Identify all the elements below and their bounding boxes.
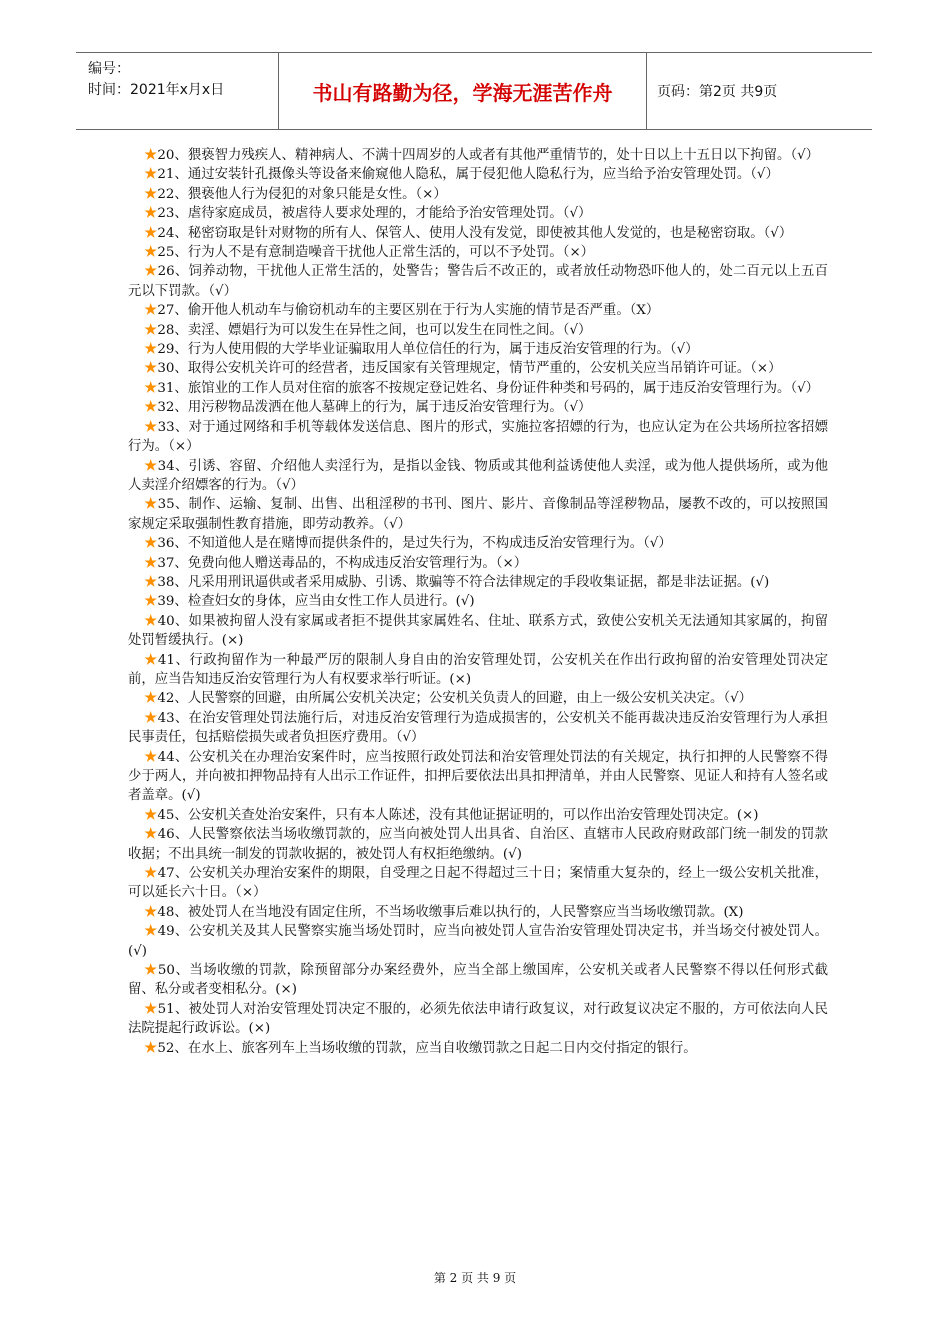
star-icon: ★ xyxy=(144,555,158,571)
question-item xyxy=(128,922,828,961)
star-icon: ★ xyxy=(144,361,158,377)
star-icon: ★ xyxy=(144,1040,158,1056)
question-text: 23、虐待家庭成员，被虐待人要求处理的，才能给予治安管理处罚。（√） xyxy=(157,206,592,222)
star-icon: ★ xyxy=(144,827,158,843)
question-text: 38、凡采用刑讯逼供或者采用威胁、引诱、欺骗等不符合法律规定的手段收集证据，都是非法证据。(√) xyxy=(157,574,770,590)
question-text: 46、人民警察依法当场收缴罚款的，应当向被处罚人出具省、自治区、直辖市人民政府财政部门统一制发的罚款收据；不出具统一制发的罚款收据的，被处罚人有权拒绝缴纳。(√) xyxy=(128,827,829,862)
question-item xyxy=(128,204,828,223)
star-icon: ★ xyxy=(144,458,158,474)
question-item xyxy=(128,165,828,184)
question-item xyxy=(128,185,828,204)
question-item xyxy=(128,864,828,903)
question-item xyxy=(128,340,828,359)
star-icon: ★ xyxy=(144,497,158,513)
question-item xyxy=(128,359,828,378)
question-text: 24、秘密窃取是针对财物的所有人、保管人、使用人没有发觉，即使被其他人发觉的，也是秘密窃取。（√） xyxy=(157,225,793,241)
question-text: 39、检查妇女的身体，应当由女性工作人员进行。(√) xyxy=(157,594,475,610)
star-icon: ★ xyxy=(144,206,158,222)
star-icon: ★ xyxy=(144,303,158,319)
question-item xyxy=(128,689,828,708)
question-item xyxy=(128,573,828,592)
star-icon: ★ xyxy=(144,380,158,396)
question-item xyxy=(128,961,828,1000)
star-icon: ★ xyxy=(144,710,158,726)
number-label: 编号： xyxy=(88,61,130,77)
star-icon: ★ xyxy=(144,186,158,202)
question-text: 40、如果被拘留人没有家属或者拒不提供其家属姓名、住址、联系方式，致使公安机关无法通知其家属的，拘留处罚暂缓执行。(×) xyxy=(128,613,829,649)
question-item xyxy=(128,1039,828,1058)
question-item xyxy=(128,321,828,340)
star-icon: ★ xyxy=(144,419,158,435)
star-icon: ★ xyxy=(144,807,158,823)
question-text: 21、通过安装针孔摄像头等设备来偷窥他人隐私，属于侵犯他人隐私行为，应当给予治安管理处罚。（√） xyxy=(157,167,779,183)
star-icon: ★ xyxy=(144,322,158,338)
question-text: 26、饲养动物，干扰他人正常生活的，处警告；警告后不改正的，或者放任动物恐吓他人的，处二百元以上五百元以下罚款。（√） xyxy=(128,264,829,299)
question-text: 36、不知道他人是在赌博而提供条件的，是过失行为，不构成违反治安管理行为。（√） xyxy=(157,536,672,552)
question-text: 43、在治安管理处罚法施行后，对违反治安管理行为造成损害的，公安机关不能再裁决违反治安管理行为人承担民事责任，包括赔偿损失或者负担医疗费用。（√） xyxy=(128,710,829,746)
page-info: 页码：第2页 共9页 xyxy=(657,84,778,100)
question-item xyxy=(128,146,828,165)
star-icon: ★ xyxy=(144,536,158,552)
question-text: 42、人民警察的回避，由所属公安机关决定；公安机关负责人的回避，由上一级公安机关决定。（√） xyxy=(157,691,753,707)
question-text: 52、在水上、旅客列车上当场收缴的罚款，应当自收缴罚款之日起二日内交付指定的银行。 xyxy=(157,1040,697,1056)
star-icon: ★ xyxy=(144,1001,158,1017)
star-icon: ★ xyxy=(144,749,158,765)
question-item xyxy=(128,379,828,398)
question-text: 35、制作、运输、复制、出售、出租淫秽的书刊、图片、影片、音像制品等淫秽物品，屡教不改的，可以按照国家规定采取强制性教育措施，即劳动教养。（√） xyxy=(128,497,829,532)
star-icon: ★ xyxy=(144,691,158,707)
question-text: 32、用污秽物品泼洒在他人墓碑上的行为，属于违反治安管理行为。（√） xyxy=(157,400,592,416)
star-icon: ★ xyxy=(144,866,158,882)
question-text: 25、行为人不是有意制造噪音干扰他人正常生活的，可以不予处罚。（×） xyxy=(157,245,595,261)
question-item xyxy=(128,825,828,864)
star-icon: ★ xyxy=(144,652,158,668)
page-header xyxy=(76,52,872,130)
star-icon: ★ xyxy=(144,400,158,416)
question-item xyxy=(128,534,828,553)
question-text: 51、被处罚人对治安管理处罚决定不服的，必须先依法申请行政复议，对行政复议决定不服的，方可依法向人民法院提起行政诉讼。(×) xyxy=(128,1001,829,1037)
question-text: 22、猥亵他人行为侵犯的对象只能是女性。（×） xyxy=(157,186,447,202)
question-text: 27、偷开他人机动车与偷窃机动车的主要区别在于行为人实施的情节是否严重。（X） xyxy=(157,303,660,319)
question-text: 44、公安机关在办理治安案件时，应当按照行政处罚法和治安管理处罚法的有关规定，执行扣押的人民警察不得少于两人，并向被扣押物品持有人出示工作证件，扣押后要依法出具扣押清单，并由人民警察、见证人和持有人签名或者盖章。(√) xyxy=(128,749,829,804)
question-list xyxy=(128,146,828,1058)
question-item xyxy=(128,418,828,457)
question-item xyxy=(128,495,828,534)
question-item xyxy=(128,748,828,806)
star-icon: ★ xyxy=(144,574,158,590)
star-icon: ★ xyxy=(144,613,158,629)
question-item xyxy=(128,1000,828,1039)
star-icon: ★ xyxy=(144,904,158,920)
question-item xyxy=(128,457,828,496)
star-icon: ★ xyxy=(144,245,158,261)
time-label: 时间：2021年x月x日 xyxy=(88,82,225,98)
question-item xyxy=(128,224,828,243)
star-icon: ★ xyxy=(144,342,158,358)
star-icon: ★ xyxy=(144,167,158,183)
question-text: 47、公安机关办理治安案件的期限，自受理之日起不得超过三十日；案情重大复杂的，经上一级公安机关批准，可以延长六十日。（×） xyxy=(128,866,829,901)
question-item xyxy=(128,301,828,320)
question-text: 33、对于通过网络和手机等载体发送信息、图片的形式，实施拉客招嫖的行为，也应认定为在公共场所拉客招嫖行为。（×） xyxy=(128,419,829,455)
star-icon: ★ xyxy=(144,594,158,610)
question-item xyxy=(128,554,828,573)
question-item xyxy=(128,398,828,417)
page-footer: 第 2 页 共 9 页 xyxy=(433,1271,517,1285)
star-icon: ★ xyxy=(144,963,158,979)
question-text: 37、免费向他人赠送毒品的，不构成违反治安管理行为。（×） xyxy=(157,555,528,571)
question-text: 31、旅馆业的工作人员对住宿的旅客不按规定登记姓名、身份证件种类和号码的，属于违反治安管理行为。（√） xyxy=(157,380,820,396)
question-item xyxy=(128,592,828,611)
question-text: 48、被处罚人在当地没有固定住所，不当场收缴事后难以执行的，人民警察应当当场收缴罚款。(X) xyxy=(157,904,744,920)
question-item xyxy=(128,903,828,922)
question-item xyxy=(128,651,828,690)
question-item xyxy=(128,243,828,262)
question-text: 45、公安机关查处治安案件，只有本人陈述，没有其他证据证明的，可以作出治安管理处罚决定。(×) xyxy=(157,807,759,823)
question-text: 20、猥亵智力残疾人、精神病人、不满十四周岁的人或者有其他严重情节的，处十日以上十五日以下拘留。（√） xyxy=(157,148,820,163)
question-text: 50、当场收缴的罚款，除预留部分办案经费外，应当全部上缴国库，公安机关或者人民警察不得以任何形式截留、私分或者变相私分。(×) xyxy=(128,963,828,998)
question-item xyxy=(128,262,828,301)
question-item xyxy=(128,806,828,825)
question-item xyxy=(128,612,828,651)
header-meta xyxy=(76,53,279,129)
question-text: 41、行政拘留作为一种最严厉的限制人身自由的治安管理处罚，公安机关在作出行政拘留的治安管理处罚决定前，应当告知违反治安管理行为人有权要求举行听证。(×) xyxy=(128,652,828,687)
star-icon: ★ xyxy=(144,225,158,241)
question-text: 34、引诱、容留、介绍他人卖淫行为，是指以金钱、物质或其他利益诱使他人卖淫，或为他人提供场所，或为他人卖淫介绍嫖客的行为。（√） xyxy=(128,458,829,493)
star-icon: ★ xyxy=(144,264,158,280)
question-item xyxy=(128,709,828,748)
star-icon: ★ xyxy=(144,148,158,163)
question-text: 29、行为人使用假的大学毕业证骗取用人单位信任的行为，属于违反治安管理的行为。（√） xyxy=(157,342,699,358)
question-text: 30、取得公安机关许可的经营者，违反国家有关管理规定，情节严重的，公安机关应当吊销许可证。（×） xyxy=(157,361,782,377)
question-text: 49、公安机关及其人民警察实施当场处罚时，应当向被处罚人宣告治安管理处罚决定书，并当场交付被处罚人。(√) xyxy=(128,924,829,959)
star-icon: ★ xyxy=(144,924,158,940)
question-text: 28、卖淫、嫖娼行为可以发生在异性之间，也可以发生在同性之间。（√） xyxy=(157,322,592,338)
header-motto: 书山有路勤为径，学海无涯苦作舟 xyxy=(279,53,647,129)
